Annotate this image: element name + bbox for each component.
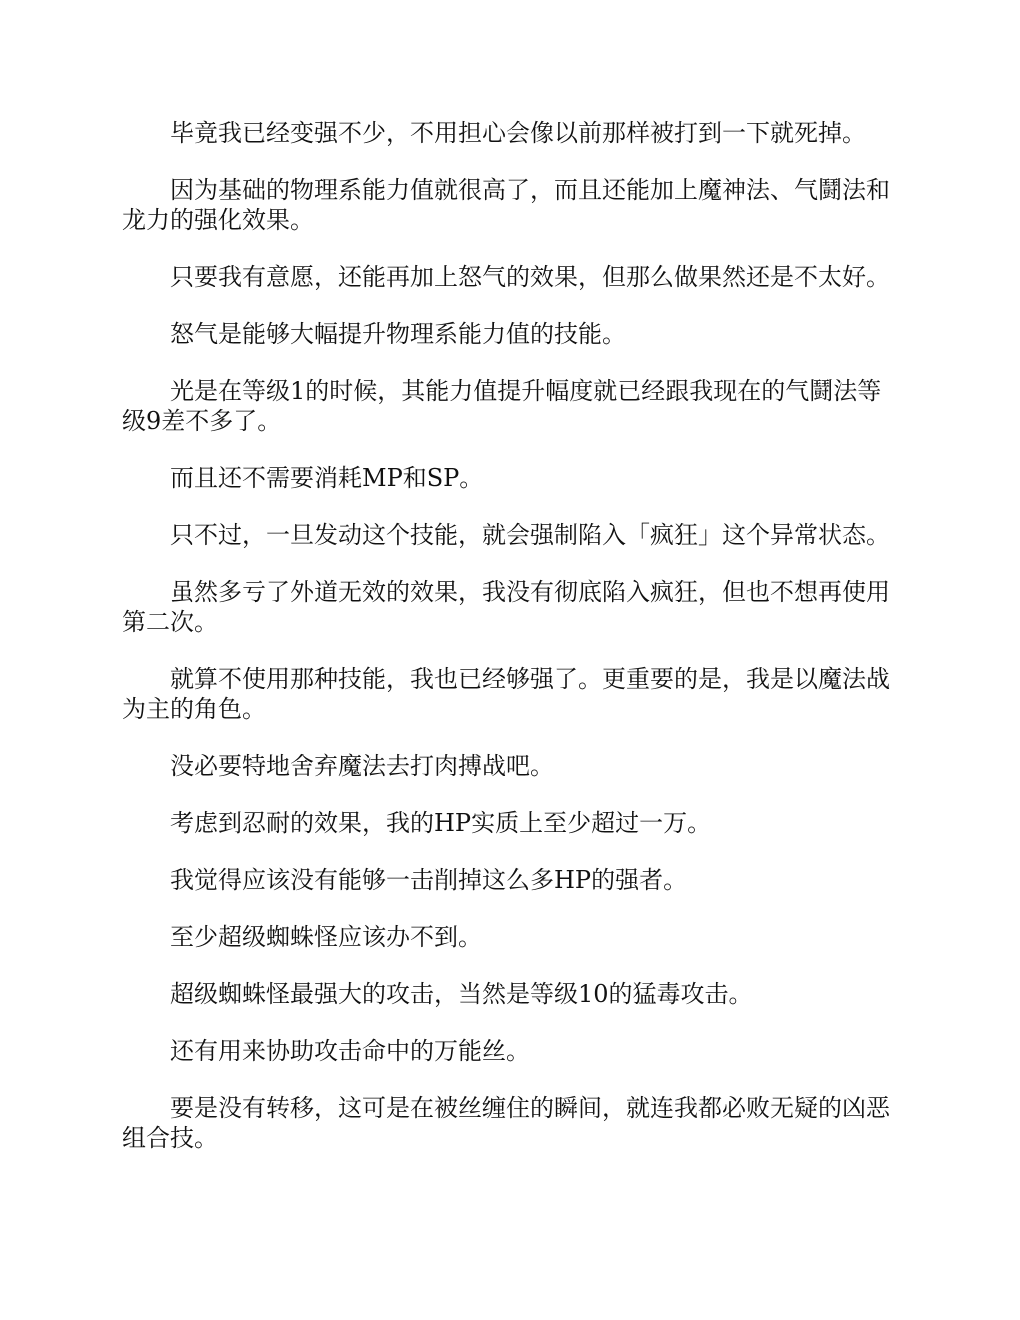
document-body [122,118,897,1180]
paragraph: 只要我有意愿，还能再加上怒气的效果，但那么做果然还是不太好。 [170,263,890,291]
paragraph: 只不过，一旦发动这个技能，就会强制陷入「疯狂」这个异常状态。 [170,521,890,549]
paragraph: 怒气是能够大幅提升物理系能力值的技能。 [170,320,626,348]
paragraph: 我觉得应该没有能够一击削掉这么多HP的强者。 [170,866,688,894]
paragraph: 光是在等级1的时候，其能力值提升幅度就已经跟我现在的气鬪法等级9差不多了。 [122,377,882,435]
paragraph: 超级蜘蛛怪最强大的攻击，当然是等级10的猛毒攻击。 [170,980,753,1008]
paragraph: 而且还不需要消耗MP和SP。 [170,464,484,492]
paragraph: 因为基础的物理系能力值就很高了，而且还能加上魔神法、气鬪法和龙力的强化效果。 [122,176,890,234]
paragraph: 考虑到忍耐的效果，我的HP实质上至少超过一万。 [170,809,712,837]
paragraph: 虽然多亏了外道无效的效果，我没有彻底陷入疯狂，但也不想再使用第二次。 [122,578,890,636]
paragraph: 还有用来协助攻击命中的万能丝。 [170,1037,530,1065]
paragraph: 没必要特地舍弃魔法去打肉搏战吧。 [170,752,554,780]
paragraph: 至少超级蜘蛛怪应该办不到。 [170,923,482,951]
paragraph: 毕竟我已经变强不少，不用担心会像以前那样被打到一下就死掉。 [170,119,866,147]
paragraph: 要是没有转移，这可是在被丝缠住的瞬间，就连我都必败无疑的凶恶组合技。 [122,1094,890,1152]
paragraph: 就算不使用那种技能，我也已经够强了。更重要的是，我是以魔法战为主的角色。 [122,665,890,723]
